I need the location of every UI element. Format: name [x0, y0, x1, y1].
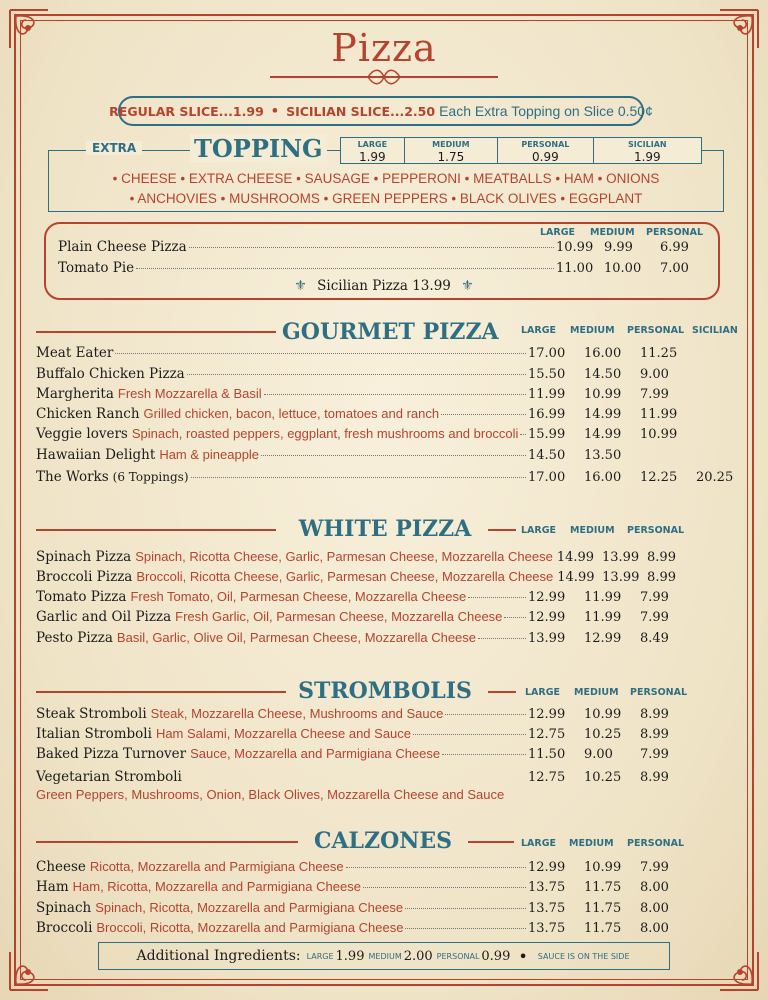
- dot-leader: [187, 374, 526, 375]
- price-large: 16.99: [528, 407, 566, 422]
- price-medium: 11.75: [584, 921, 622, 936]
- item-description: Spinach, Ricotta Cheese, Garlic, Parmesan Cheese, Mozzarella Cheese: [135, 549, 553, 564]
- col-header-large: LARGE: [521, 525, 557, 536]
- price-large: 10.99: [556, 240, 594, 255]
- topping-size-medium: [405, 138, 498, 163]
- size-price: 1.75: [437, 150, 465, 164]
- item-description: Spinach, roasted peppers, eggplant, fresh mushrooms and broccoli: [131, 426, 519, 441]
- add-medium-label: MEDIUM: [368, 951, 402, 961]
- price-personal: 7.99: [640, 747, 669, 762]
- dot-leader: [413, 734, 526, 735]
- col-header-large: LARGE: [521, 838, 557, 849]
- price-medium: 9.99: [604, 240, 633, 255]
- add-medium-price: 2.00: [403, 948, 433, 964]
- price-large: 12.99: [528, 590, 566, 605]
- price-personal: 8.99: [640, 727, 669, 742]
- bullet: •: [518, 946, 528, 966]
- item-name: Tomato Pie: [58, 260, 135, 276]
- menu-item: [36, 406, 736, 424]
- topping-size-personal: [498, 138, 593, 163]
- price-large: 14.99: [557, 570, 595, 585]
- section-rule: [36, 691, 286, 693]
- price-personal: 8.99: [640, 707, 669, 722]
- topping-list-line: • ANCHOVIES • MUSHROOMS • GREEN PEPPERS • BLACK OLIVES • EGGPLANT: [129, 191, 643, 206]
- add-large-price: 1.99: [335, 948, 365, 964]
- add-personal-label: PERSONAL: [436, 951, 480, 961]
- size-price: 0.99: [532, 150, 559, 164]
- price-medium: 14.99: [584, 407, 622, 422]
- section-rule: [36, 841, 298, 843]
- price-medium: 11.75: [584, 901, 622, 916]
- item-name: Baked Pizza Turnover: [36, 746, 187, 762]
- add-large-label: LARGE: [306, 951, 334, 961]
- corner-ornament-icon: [6, 948, 52, 994]
- col-header-medium: MEDIUM: [570, 525, 615, 536]
- price-personal: 8.99: [647, 570, 676, 585]
- item-name: Chicken Ranch: [36, 406, 140, 422]
- col-header-medium: MEDIUM: [590, 227, 635, 238]
- price-personal: 7.99: [640, 610, 669, 625]
- slice-price-banner: [109, 96, 653, 126]
- price-personal: 10.99: [640, 427, 678, 442]
- menu-item: [36, 386, 736, 404]
- item-name: Pesto Pizza: [36, 630, 113, 646]
- section-title-strombolis: STROMBOLIS: [298, 678, 472, 704]
- dot-leader: [468, 597, 526, 598]
- price-medium: 14.99: [584, 427, 622, 442]
- dot-leader: [136, 268, 554, 269]
- price-large: 13.75: [528, 921, 566, 936]
- price-medium: 13.50: [584, 448, 622, 463]
- price-medium: 10.25: [584, 770, 622, 785]
- price-medium: 10.00: [604, 261, 642, 276]
- price-personal: 8.99: [647, 550, 676, 565]
- section-title-gourmet: GOURMET PIZZA: [282, 319, 499, 345]
- dot-leader: [442, 754, 526, 755]
- item-name: Garlic and Oil Pizza: [36, 609, 172, 625]
- dot-leader: [115, 353, 526, 354]
- item-name: Margherita: [36, 386, 114, 402]
- item-description: Ham Salami, Mozzarella Cheese and Sauce: [155, 726, 412, 741]
- item-description: Fresh Tomato, Oil, Parmesan Cheese, Mozzarella Cheese: [130, 589, 467, 604]
- menu-item: [36, 569, 676, 587]
- price-personal: 11.25: [640, 346, 678, 361]
- col-header-personal: PERSONAL: [646, 227, 704, 238]
- price-medium: 10.25: [584, 727, 622, 742]
- size-label: MEDIUM: [432, 140, 470, 149]
- price-large: 11.99: [528, 387, 566, 402]
- dot-leader: [478, 638, 526, 639]
- fleur-icon: ⚜: [461, 278, 474, 294]
- item-name: Vegetarian Stromboli: [36, 769, 182, 785]
- price-large: 12.99: [528, 707, 566, 722]
- price-large: 14.99: [556, 550, 595, 565]
- item-description: Ham, Ricotta, Mozzarella and Parmigiana Cheese: [72, 879, 361, 894]
- price-large: 12.75: [528, 770, 566, 785]
- dot-leader: [520, 434, 526, 435]
- section-rule: [36, 529, 276, 531]
- section-rule: [488, 529, 516, 531]
- item-name: Steak Stromboli: [36, 706, 147, 722]
- menu-item: [36, 426, 736, 444]
- menu-item: [36, 726, 676, 744]
- item-name: Broccoli Pizza: [36, 569, 133, 585]
- price-personal: 7.99: [640, 590, 669, 605]
- menu-item: [36, 469, 736, 487]
- menu-item: [36, 859, 676, 877]
- topping-size-large: [341, 138, 405, 163]
- dot-leader: [441, 414, 526, 415]
- price-large: 11.50: [528, 747, 566, 762]
- col-header-large: LARGE: [540, 227, 576, 238]
- price-large: 15.99: [528, 427, 566, 442]
- price-medium: 16.00: [584, 346, 622, 361]
- price-medium: 11.99: [584, 610, 622, 625]
- col-header-personal: PERSONAL: [627, 525, 685, 536]
- price-medium: 10.99: [584, 860, 622, 875]
- dot-leader: [405, 908, 526, 909]
- dot-leader: [191, 477, 526, 478]
- price-medium: 13.99: [602, 570, 640, 585]
- price-personal: 8.00: [640, 880, 669, 895]
- price-medium: 10.99: [584, 707, 622, 722]
- price-personal: 8.99: [640, 770, 669, 785]
- price-large: 15.50: [528, 367, 566, 382]
- item-name: Tomato Pizza: [36, 589, 127, 605]
- section-title-white: WHITE PIZZA: [298, 516, 472, 542]
- separator-dot: •: [270, 103, 280, 119]
- price-personal: 9.00: [640, 367, 669, 382]
- item-description: Broccoli, Ricotta, Mozzarella and Parmigiana Cheese: [96, 920, 404, 935]
- extra-topping-slice-note: Each Extra Topping on Slice 0.50¢: [439, 103, 653, 119]
- menu-item: [36, 920, 676, 938]
- item-name: Buffalo Chicken Pizza: [36, 366, 185, 382]
- item-name: Broccoli: [36, 920, 93, 936]
- col-header-large: LARGE: [521, 325, 557, 336]
- price-large: 12.99: [528, 610, 566, 625]
- item-description: Fresh Garlic, Oil, Parmesan Cheese, Mozzarella Cheese: [175, 609, 503, 624]
- extra-label: EXTRA: [86, 141, 142, 155]
- price-medium: 12.99: [584, 631, 622, 646]
- price-personal: 8.00: [640, 901, 669, 916]
- page-title: Pizza: [331, 26, 437, 70]
- price-large: 11.00: [556, 261, 594, 276]
- topping-size-sicilian: [594, 138, 701, 163]
- menu-item: [36, 900, 676, 918]
- item-name: Spinach Pizza: [36, 549, 132, 565]
- dot-leader: [264, 394, 526, 395]
- dot-leader: [504, 617, 526, 618]
- menu-item: [36, 706, 676, 724]
- size-label: SICILIAN: [628, 140, 667, 149]
- item-description: (6 Toppings): [112, 470, 189, 484]
- menu-item: [36, 630, 676, 648]
- price-medium: 14.50: [584, 367, 622, 382]
- menu-item: [36, 447, 736, 465]
- item-description: Fresh Mozzarella & Basil: [117, 386, 262, 401]
- dot-leader: [261, 455, 526, 456]
- col-header-sicilian: SICILIAN: [692, 325, 738, 336]
- corner-ornament-icon: [716, 948, 762, 994]
- item-description: Ricotta, Mozzarella and Parmigiana Cheese: [89, 859, 344, 874]
- size-label: LARGE: [357, 140, 388, 149]
- topping-label: TOPPING: [190, 134, 327, 163]
- price-personal: 12.25: [640, 470, 678, 485]
- price-large: 12.99: [528, 860, 566, 875]
- price-large: 14.50: [528, 448, 566, 463]
- sauce-note: SAUCE IS ON THE SIDE: [537, 951, 630, 961]
- menu-item: [36, 769, 676, 787]
- col-header-large: LARGE: [525, 687, 561, 698]
- col-header-medium: MEDIUM: [569, 838, 614, 849]
- menu-item: [36, 879, 676, 897]
- item-description: Broccoli, Ricotta Cheese, Garlic, Parmesan Cheese, Mozzarella Cheese: [136, 569, 554, 584]
- dot-leader: [363, 887, 526, 888]
- sicilian-slice-price: SICILIAN SLICE...2.50: [286, 103, 436, 119]
- col-header-personal: PERSONAL: [627, 325, 685, 336]
- menu-item: [58, 260, 698, 278]
- size-label: PERSONAL: [521, 140, 570, 149]
- price-medium: 13.99: [601, 550, 640, 565]
- item-description: Ham & pineapple: [159, 447, 260, 462]
- price-medium: 10.99: [584, 387, 622, 402]
- col-header-medium: MEDIUM: [570, 325, 615, 336]
- section-rule: [468, 841, 514, 843]
- item-description: Sauce, Mozzarella and Parmigiana Cheese: [190, 746, 441, 761]
- size-price: 1.99: [358, 150, 386, 164]
- item-description: Green Peppers, Mushrooms, Onion, Black Olives, Mozzarella Cheese and Sauce: [36, 787, 505, 802]
- item-name: Italian Stromboli: [36, 726, 152, 742]
- sicilian-pizza-name: Sicilian Pizza: [317, 278, 408, 294]
- item-name: Veggie lovers: [36, 426, 128, 442]
- topping-list-line: • CHEESE • EXTRA CHEESE • SAUSAGE • PEPPERONI • MEATBALLS • HAM • ONIONS: [112, 171, 660, 186]
- price-large: 17.00: [528, 470, 566, 485]
- price-personal: 7.00: [660, 261, 689, 276]
- price-large: 13.75: [528, 880, 566, 895]
- menu-item: [58, 239, 698, 257]
- price-personal: 7.99: [640, 387, 669, 402]
- size-price: 1.99: [633, 150, 661, 164]
- menu-item: [36, 609, 676, 627]
- menu-item: [36, 549, 676, 567]
- section-rule: [488, 691, 516, 693]
- item-name: Plain Cheese Pizza: [58, 239, 187, 255]
- item-name: The Works: [36, 469, 109, 485]
- section-rule: [36, 331, 276, 333]
- dot-leader: [346, 867, 526, 868]
- item-name: Meat Eater: [36, 345, 114, 361]
- price-medium: 11.75: [584, 880, 622, 895]
- price-sicilian: 20.25: [696, 470, 734, 485]
- price-large: 13.99: [528, 631, 566, 646]
- item-name: Cheese: [36, 859, 86, 875]
- col-header-personal: PERSONAL: [630, 687, 688, 698]
- menu-item: [36, 345, 736, 363]
- additional-label: Additional Ingredients:: [136, 948, 301, 964]
- item-name: Ham: [36, 879, 69, 895]
- section-title-calzones: CALZONES: [313, 828, 453, 854]
- item-name: Hawaiian Delight: [36, 447, 156, 463]
- topping-price-table: [340, 137, 702, 164]
- add-personal-price: 0.99: [481, 948, 511, 964]
- price-personal: 7.99: [640, 860, 669, 875]
- col-header-medium: MEDIUM: [574, 687, 619, 698]
- item-description: Steak, Mozzarella Cheese, Mushrooms and Sauce: [150, 706, 444, 721]
- col-header-personal: PERSONAL: [627, 838, 685, 849]
- price-large: 17.00: [528, 346, 566, 361]
- price-personal: 6.99: [660, 240, 689, 255]
- price-personal: 11.99: [640, 407, 678, 422]
- additional-ingredients-box: [98, 942, 670, 970]
- price-large: 12.75: [528, 727, 566, 742]
- dot-leader: [405, 928, 526, 929]
- sicilian-pizza-price: 13.99: [412, 278, 451, 294]
- menu-item: [36, 366, 736, 384]
- dot-leader: [189, 247, 554, 248]
- price-medium: 16.00: [584, 470, 622, 485]
- item-description: Basil, Garlic, Olive Oil, Parmesan Cheese, Mozzarella Cheese: [116, 630, 477, 645]
- regular-slice-price: REGULAR SLICE...1.99: [109, 103, 264, 119]
- dot-leader: [445, 714, 526, 715]
- price-medium: 11.99: [584, 590, 622, 605]
- menu-item: [36, 589, 676, 607]
- price-personal: 8.00: [640, 921, 669, 936]
- sicilian-pizza-line: [0, 278, 768, 294]
- menu-item: [36, 746, 676, 764]
- item-description: Grilled chicken, bacon, lettuce, tomatoes and ranch: [143, 406, 440, 421]
- price-large: 13.75: [528, 901, 566, 916]
- flourish-icon: [366, 68, 402, 86]
- item-description: Spinach, Ricotta, Mozzarella and Parmigiana Cheese: [95, 900, 404, 915]
- item-name: Spinach: [36, 900, 92, 916]
- fleur-icon: ⚜: [294, 278, 307, 294]
- price-personal: 8.49: [640, 631, 669, 646]
- price-medium: 9.00: [584, 747, 613, 762]
